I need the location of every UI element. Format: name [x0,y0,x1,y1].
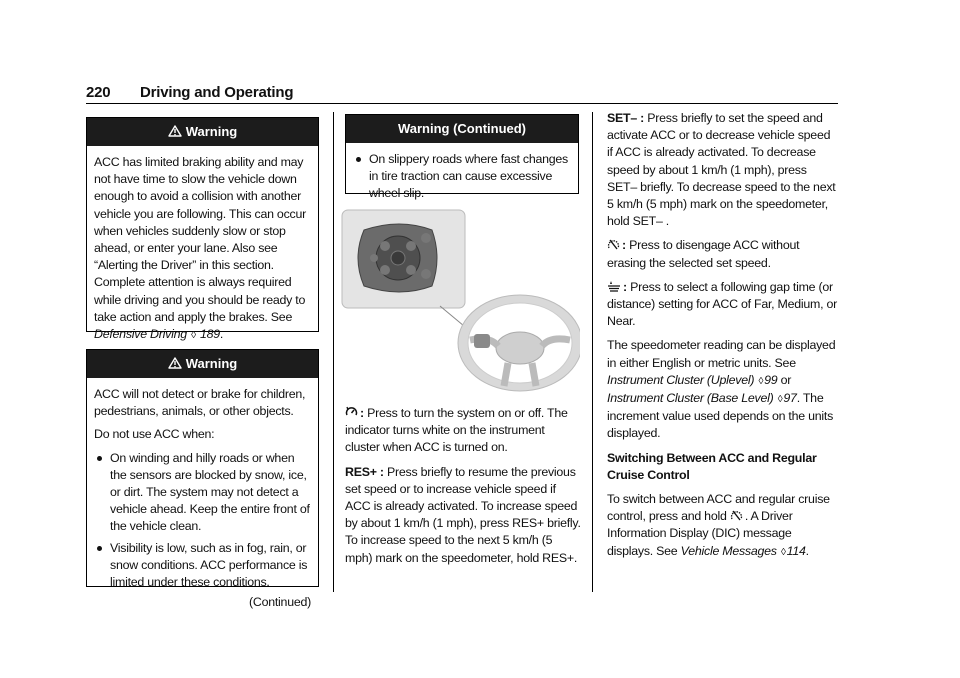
header-rule [86,103,838,104]
cross-reference-link[interactable]: Instrument Cluster (Base Level) [607,391,774,406]
cancel-paragraph [607,237,839,271]
warning-text [94,154,311,344]
set-paragraph [607,110,839,230]
cross-reference-link[interactable]: Vehicle Messages [680,543,777,558]
warning-header [87,118,318,146]
warning-title: Warning [185,124,238,139]
or-text: or [780,372,792,387]
set-label: SET– : [607,111,645,125]
switch-paragraph: To switch between ACC and regular cruise control, press and hold . A Driver Information Display (DIC) message displays. See Vehicle Messages ◊114. [607,492,830,558]
steering-wheel-illustration [340,208,580,398]
page-reference-icon: ◊ [758,375,764,387]
column-3-text [607,110,839,568]
speedometer-text-2: The increment value used depends on the units displayed. [607,391,834,441]
onoff-text: Press to turn the system on or off. The indicator turns white on the instrument cluster when ACC is turned on. [345,406,568,455]
page-reference-icon: ◊ [191,330,196,342]
subsection-heading: Switching Between ACC and Regular Cruise Control [607,450,817,482]
page-reference-icon: ◊ [780,546,786,558]
cancel-text: Press to disengage ACC without erasing the selected set speed. [607,238,800,270]
page-reference[interactable]: 189 [199,327,220,342]
speedometer-paragraph: The speedometer reading can be displayed in either English or metric units. See Instrument Cluster (Uplevel) ◊99 or Instrument Cluster (Base Level) ◊97. The increment value used depends on the units displayed. [607,338,836,441]
warning-title: Warning [185,356,238,371]
speedometer-text: The speedometer reading can be displayed in either English or metric units. See [607,338,836,370]
warning-title: Warning (Continued) [397,121,527,136]
onoff-label: : [360,406,364,420]
cross-reference-link[interactable]: Instrument Cluster (Uplevel) [607,372,755,387]
column-divider [592,112,593,592]
switch-text: To switch between ACC and regular cruise control, press and hold [607,492,830,524]
warning-bullet: On slippery roads where fast changes in tire traction can cause excessive wheel slip. [353,151,571,203]
res-label: RES+ : [345,464,384,479]
res-paragraph [345,464,581,567]
warning-bullet: Visibility is low, such as in fog, rain, or snow conditions. ACC performance is limited under these conditions. [94,540,311,592]
cruise-on-off-icon [345,406,358,419]
set-text: Press briefly to set the speed and activate ACC or to decrease vehicle speed if ACC is already activated. To decrease speed by about 1 km/h (1 mph), press SET– briefly. To decrease speed to the next 5 km/h (5 mph) mark on the speedometer, hold SET– . [607,111,836,229]
warning-lead: Do not use ACC when: [94,427,215,442]
res-text: Press briefly to resume the previous set speed or to increase vehicle speed if ACC is already activated. To increase speed by about 1 km/h (1 mph), press RES+ briefly. To increase speed to the next 5 km/h (5 mph) mark on the speedometer, hold RES+. [345,464,581,565]
gap-setting-icon [607,280,621,293]
cancel-icon [607,238,620,251]
onoff-paragraph [345,405,581,457]
warning-triangle-icon [168,357,182,369]
column-divider [333,112,334,592]
continued-label: (Continued) [249,595,311,610]
warning-triangle-icon [168,125,182,137]
warning-box [86,117,319,342]
page-header [86,84,838,104]
gap-paragraph [607,279,839,331]
page-reference[interactable]: 99 [764,372,778,387]
page-reference[interactable]: 97 [783,391,797,406]
page-number: 220 [86,84,111,101]
page-reference-icon: ◊ [777,394,783,406]
gap-text: Press to select a following gap time (or distance) setting for ACC of Far, Medium, or Near. [607,279,838,329]
switch-text-2: . A Driver Information Display (DIC) message displays. See [607,509,793,558]
warning-bullet: On winding and hilly roads or when the sensors are blocked by snow, ice, or dirt. The system may not detect a vehicle ahead. Keep the entire front of the vehicle clean. [94,450,311,536]
period: . [219,327,224,342]
cross-reference-link[interactable]: Defensive Driving [94,327,187,342]
warning-box [86,349,319,610]
warning-header [87,350,318,378]
cancel-icon [730,509,743,522]
gap-colon: : [623,279,627,294]
column-2-text [345,405,581,574]
warning-box [345,114,579,201]
warning-body-text: ACC has limited braking ability and may not have time to slow the vehicle down enough to avoid a collision with another vehicle you are following. This can occur when vehicles suddenly slow or stop ahead, or enter your lane. Also see “Alerting the Driver” in this section. Complete attention is always required while driving and you should be ready to take action and apply the brakes. See [94,155,306,324]
warning-header [346,115,578,143]
page-reference[interactable]: 114 [786,543,806,558]
section-title: Driving and Operating [139,84,294,101]
warning-intro: ACC will not detect or brake for children, pedestrians, animals, or other objects. [94,387,306,419]
cancel-colon: : [622,238,626,253]
